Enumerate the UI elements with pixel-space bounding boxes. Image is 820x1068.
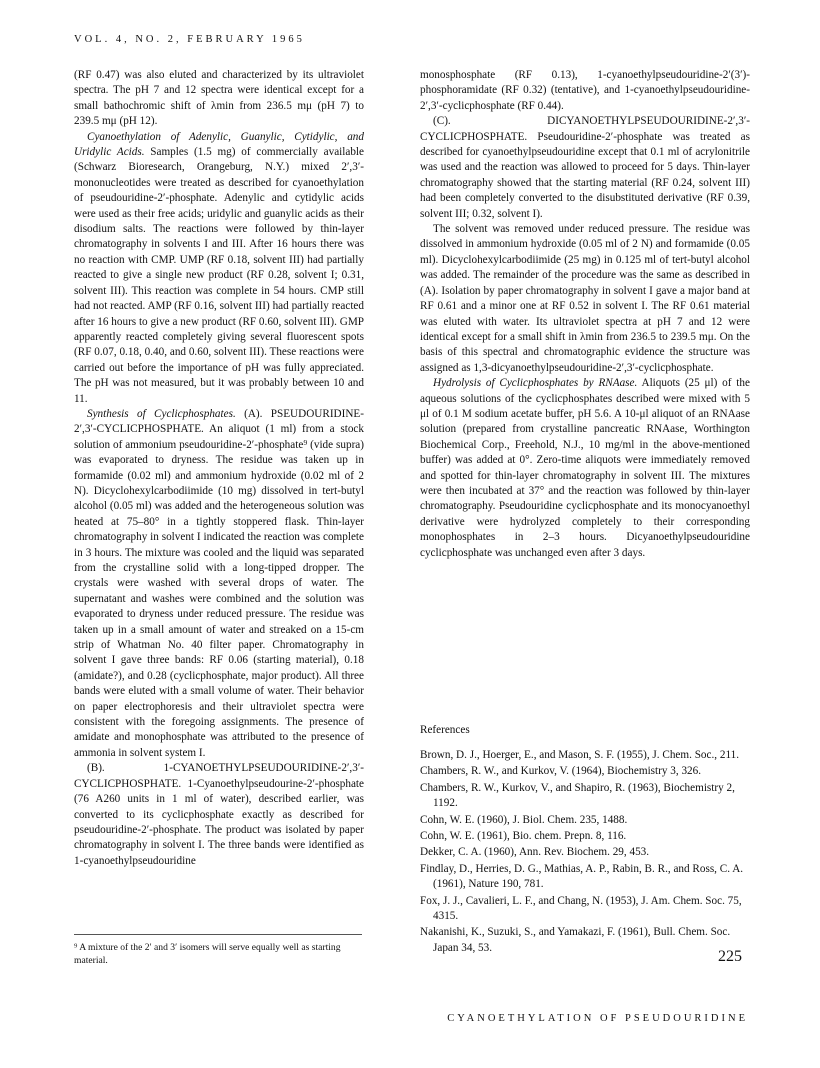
- reference-item: Cohn, W. E. (1961), Bio. chem. Prepn. 8, 116.: [420, 830, 627, 843]
- section-heading: Hydrolysis of Cyclicphosphates by RNAase.: [433, 377, 638, 390]
- paragraph: Cyanoethylation of Adenylic, Guanylic, Cytidylic, and Uridylic Acids. Samples (1.5 mg) of commercially available (Schwarz Bioresearch, Orangeburg, N.Y.) mixed 2′,3′-mononucleotides were treated as described for cyanoethylation of pseudouridine-2′-phosphate. Adenylic and cytidylic acids were used as their free acids; uridylic and guanylic acids as their disodium salts. The reactions were followed by thin-layer chromatography in solvents I and III. After 16 hours there was no reaction with CMP. UMP (RF 0.18, solvent III) had partially reacted to give a single new product (RF 0.28, solvent I; 0.31, solvent III). This reaction was complete in 54 hours. CMP still had not reacted. AMP (RF 0.16, solvent III) had partially reacted after 16 hours to give a new product (RF 0.60, solvent III). GMP apparently reacted completely giving several fluorescent spots (RF 0.07, 0.18, 0.40, and 0.60, solvent III). These reactions were carried out before the importance of pH was fully appreciated. The pH was not measured, but it was probably between 10 and 11.: [74, 130, 365, 405]
- section-heading: Synthesis of Cyclicphosphates.: [87, 407, 236, 420]
- running-header: VOL. 4, NO. 2, FEBRUARY 1965: [74, 34, 305, 45]
- reference-item: Chambers, R. W., Kurkov, V., and Shapiro, R. (1963), Biochemistry 2, 1192.: [420, 781, 735, 810]
- paragraph: Synthesis of Cyclicphosphates. (A). PSEUDOURIDINE-2′,3′-CYCLICPHOSPHATE. An aliquot (1 ml) from a stock solution of ammonium pseudouridine-2′-phosphate⁹ (vide supra) was evaporated to dryness. The residue was taken up in formamide (0.02 ml) and ammonium hydroxide (0.02 ml of 2 N). Dicyclohexylcarbodiimide (10 mg) dissolved in tert-butyl alcohol (0.05 ml) was added and the heterogeneous solution was heated at 75–80° in a tightly stoppered flask. Thin-layer chromatography in solvent I indicated the reaction was complete in 3 hours. The mixture was cooled and the liquid was separated from the crystalline solid with a long-tipped dropper. The crystals were washed with several drops of water. The supernatant and washes were combined and the solution was evaporated to dryness under reduced pressure. The residue was taken up in a small amount of water and streaked on a 15-cm strip of Whatman No. 40 filter paper. Chromatography in solvent I gave three bands: RF 0.06 (starting material), 0.18 (amidate?), and 0.28 (cyclicphosphate, major product). All three bands were eluted with a small volume of water. Their behavior on paper electrophoresis and their ultraviolet spectra were consistent with the foregoing assignments. The presence of amidate and monophosphate was attributed to the presence of ammonia in solvent system I.: [74, 407, 364, 759]
- left-column: [74, 68, 364, 869]
- footnote: ⁹ A mixture of the 2′ and 3′ isomers will serve equally well as starting material.: [74, 942, 341, 966]
- running-footer: CYANOETHYLATION OF PSEUDOURIDINE: [447, 1013, 748, 1024]
- reference-item: Fox, J. J., Cavalieri, L. F., and Chang, N. (1953), J. Am. Chem. Soc. 75, 4315.: [420, 894, 742, 923]
- paragraph: Hydrolysis of Cyclicphosphates by RNAase. Aliquots (25 μl) of the aqueous solutions of the cyclicphosphates described were mixed with 5 μl of 0.1 M sodium acetate buffer, pH 5.6. A 10-μl aliquot of an RNAase solution (prepared from crystalline pancreatic RNAase, Worthington Biochemical Corp., Freehold, N.J., 10 mg/ml in the above-mentioned buffer) was added at 0°. Zero-time aliquots were immediately removed and spotted for thin-layer chromatography in solvent III. The mixtures were then incubated at 37° and the reaction was followed by thin-layer chromatography. Pseudouridine cyclicphosphate and its monocyanoethyl derivative were hydrolyzed completely to their corresponding monophosphates in 2–3 hours. Dicyanoethylpseudouridine cyclicphosphate was unchanged even after 3 days.: [420, 377, 750, 559]
- reference-item: Chambers, R. W., and Kurkov, V. (1964), Biochemistry 3, 326.: [420, 765, 702, 778]
- reference-item: Dekker, C. A. (1960), Ann. Rev. Biochem. 29, 453.: [420, 846, 650, 859]
- paragraph: (B). 1-CYANOETHYLPSEUDOURIDINE-2′,3′-CYCLICPHOSPHATE. 1-Cyanoethylpseudourine-2′-phosphate (76 A260 units in 1 ml of water), described earlier, was converted to its cyclicphosphate exactly as described for pseudouridine-2′-phosphate. The product was isolated by paper chromatography in solvent I. The three bands were identified as 1-cyanoethylpseudouridine: [74, 762, 364, 867]
- reference-item: Nakanishi, K., Suzuki, S., and Yamakazi, F. (1961), Bull. Chem. Soc. Japan 34, 53.: [420, 926, 731, 954]
- paragraph: (RF 0.47) was also eluted and characterized by its ultraviolet spectra. The pH 7 and 12 spectra were identical except for a small bathochromic shift of λmin from 236.5 mμ (pH 7) to 239.5 mμ (pH 12).: [74, 69, 364, 128]
- reference-item: Cohn, W. E. (1960), J. Biol. Chem. 235, 1488.: [420, 813, 628, 826]
- references-list: [420, 748, 750, 957]
- references-heading: References: [420, 724, 470, 736]
- paragraph: (C). DICYANOETHYLPSEUDOURIDINE-2′,3′-CYCLICPHOSPHATE. Pseudouridine-2′-phosphate was treated as described for cyanoethylpseudouridine except that 0.1 ml of acrylonitrile was used and the reaction was allowed to proceed for 5 days. Thin-layer chromatography showed that the starting material (RF 0.24, solvent III) had been completely converted to the disubstituted derivative (RF 0.39, solvent III; 0.32, solvent I).: [420, 115, 750, 220]
- paragraph: The solvent was removed under reduced pressure. The residue was dissolved in ammonium hydroxide (0.05 ml of 2 N) and formamide (0.05 ml). Dicyclohexylcarbodiimide (25 mg) in 0.125 ml of tert-butyl alcohol was added. The remainder of the procedure was the same as described in (A). Isolation by paper chromatography in solvent I gave a major band at RF 0.61 and a minor one at RF 0.52 in solvent I. The RF 0.61 material was eluted with water. Its ultraviolet spectra at pH 7 and 12 were identical except for a small shift in λmin from 236.5 to 239.5 mμ. On the basis of this spectral and chromatographic evidence the structure was assigned as 1,3-dicyanoethylpseudouridine-2′,3′-cyclicphosphate.: [420, 223, 750, 374]
- paragraph: monosphosphate (RF 0.13), 1-cyanoethylpseudouridine-2′(3′)-phosphoramidate (RF 0.32) (tentative), and 1-cyanoethylpseudouridine-2′,3′-cyclicphosphate (RF 0.44).: [420, 69, 750, 112]
- reference-item: Brown, D. J., Hoerger, E., and Mason, S. F. (1955), J. Chem. Soc., 211.: [420, 749, 740, 761]
- page-number: 225: [718, 948, 742, 965]
- reference-item: Findlay, D., Herries, D. G., Mathias, A. P., Rabin, B. R., and Ross, C. A. (1961), Nature 190, 781.: [420, 862, 744, 891]
- footnote-divider: [74, 934, 362, 935]
- right-column: [420, 68, 750, 561]
- section-heading: Cyanoethylation of Adenylic, Guanylic, Cytidylic, and Uridylic Acids.: [74, 130, 364, 159]
